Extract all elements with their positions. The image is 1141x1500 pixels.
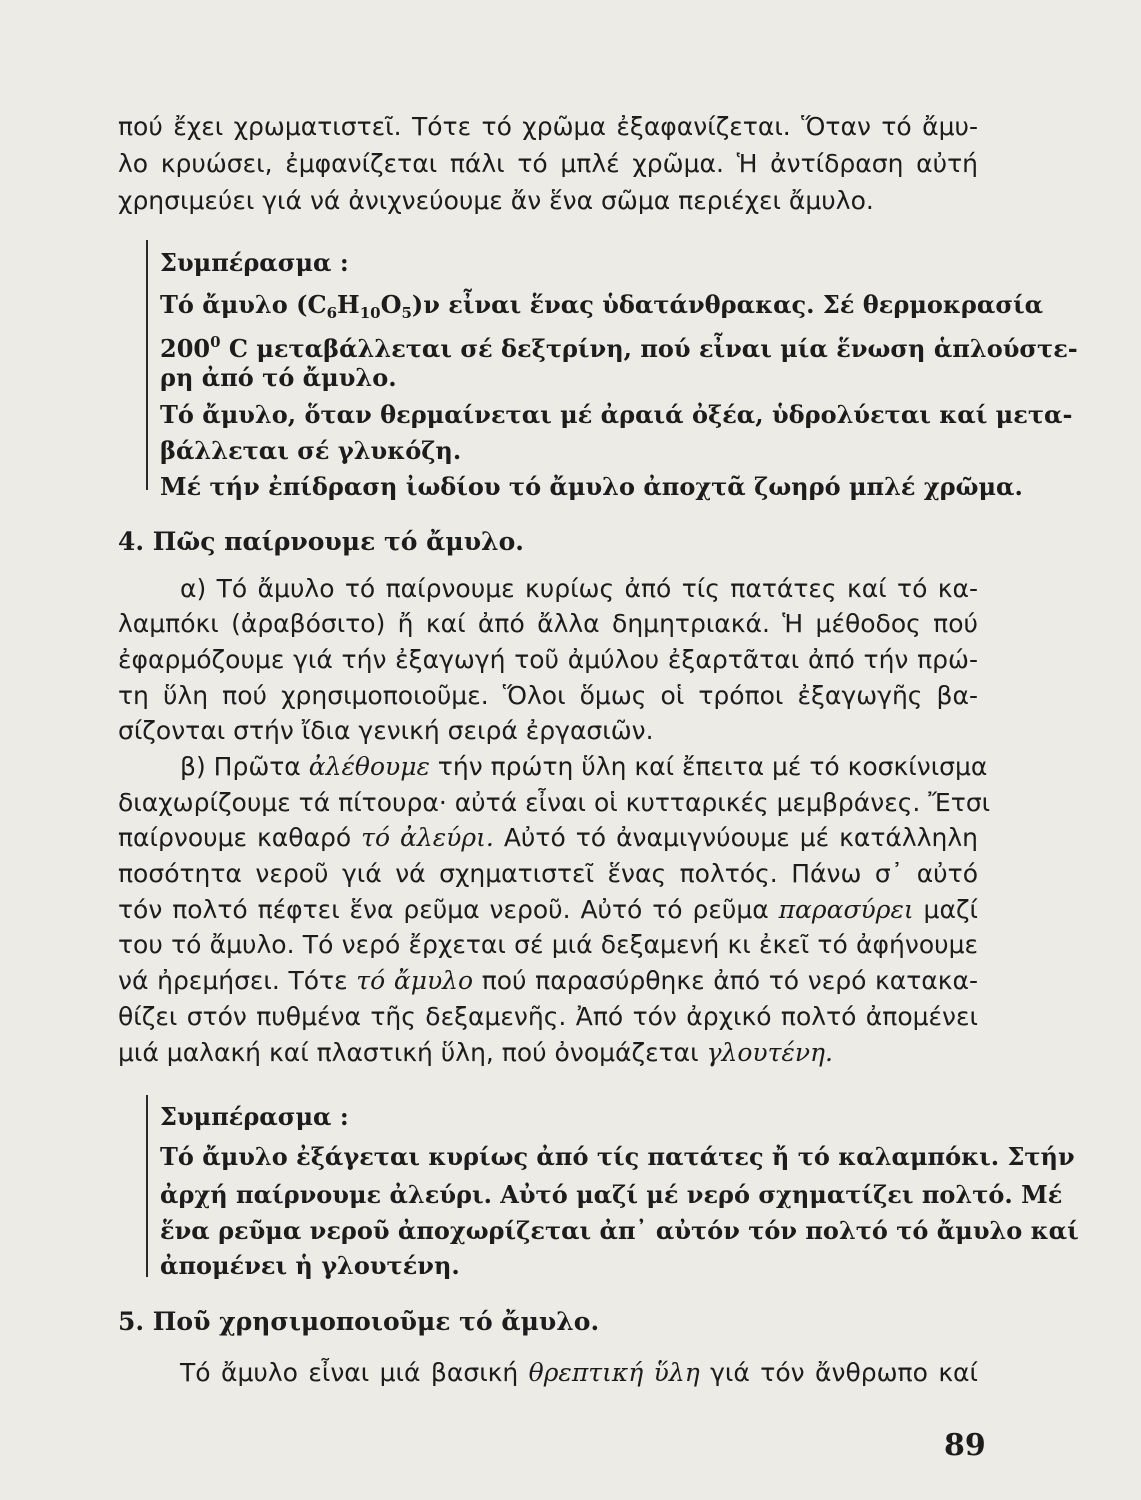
section-heading: 5. Ποῦ χρησιμοποιοῦμε τό ἄμυλο. [118,1307,600,1336]
conclusion-line: Μέ τήν ἐπίδραση ἰωδίου τό ἄμυλο ἀποχτᾶ ζωηρό μπλέ χρῶμα. [160,472,1023,501]
text-line: μιά μαλακή καί πλαστική ὕλη, πού ὀνομάζεται γλουτένη. [118,1038,833,1067]
conclusion-line: βάλλεται σέ γλυκόζη. [160,436,462,465]
conclusion-line: Τό ἄμυλο ἐξάγεται κυρίως ἀπό τίς πατάτες ἤ τό καλαμπόκι. Στήν [160,1142,1075,1171]
text-line: τόν πολτό πέφτει ἕνα ρεῦμα νεροῦ. Αὐτό τό ρεῦμα παρασύρει μαζί [118,895,979,924]
conclusion-label: Συμπέρασμα : [160,1102,349,1131]
page-number: 89 [944,1428,986,1463]
text-line: νά ἠρεμήσει. Τότε τό ἄμυλο πού παρασύρθηκε ἀπό τό νερό κατακα- [118,966,978,995]
conclusion-label: Συμπέρασμα : [160,248,349,277]
text-line: λαμπόκι (ἀραβόσιτο) ἤ καί ἀπό ἄλλα δημητριακά. Ἡ μέθοδος πού [118,609,978,638]
text-line: του τό ἄμυλο. Τό νερό ἔρχεται σέ μιά δεξαμενή κι ἐκεῖ τό ἀφήνουμε [118,930,978,959]
text-line: Τό ἄμυλο εἶναι μιά βασική θρεπτική ὕλη γιά τόν ἄνθρωπο καί [180,1358,978,1387]
section-heading: 4. Πῶς παίρνουμε τό ἄμυλο. [118,527,524,556]
text-line: σίζονται στήν ἴδια γενική σειρά ἐργασιῶν. [118,716,654,745]
conclusion-line: ἀρχή παίρνουμε ἀλεύρι. Αὐτό μαζί μέ νερό σχηματίζει πολτό. Μέ [160,1180,1063,1209]
conclusion-line: Τό ἄμυλο, ὅταν θερμαίνεται μέ ἀραιά ὀξέα, ὑδρολύεται καί μετα- [160,400,1073,429]
conclusion-line: ρη ἀπό τό ἄμυλο. [160,363,397,392]
text-line: τη ὕλη πού χρησιμοποιοῦμε. Ὅλοι ὅμως οἱ τρόποι ἐξαγωγῆς βα- [118,681,978,710]
text-line: πού ἔχει χρωματιστεῖ. Τότε τό χρῶμα ἐξαφανίζεται. Ὅταν τό ἄμυ- [118,112,978,141]
text-line: λο κρυώσει, ἐμφανίζεται πάλι τό μπλέ χρῶμα. Ἡ ἀντίδραση αὐτή [118,149,978,178]
conclusion-bar [146,240,148,490]
text-line: θίζει στόν πυθμένα τῆς δεξαμενῆς. Ἀπό τόν ἀρχικό πολτό ἀπομένει [118,1002,978,1031]
text-line: β) Πρῶτα ἀλέθουμε τήν πρώτη ὕλη καί ἔπειτα μέ τό κοσκίνισμα [180,752,988,781]
text-line: α) Τό ἄμυλο τό παίρνουμε κυρίως ἀπό τίς πατάτες καί τό κα- [180,574,978,603]
text-line: ἐφαρμόζουμε γιά τήν ἐξαγωγή τοῦ ἀμύλου ἐξαρτᾶται ἀπό τήν πρώ- [118,645,978,674]
text-line: ποσότητα νεροῦ γιά νά σχηματιστεῖ ἕνας πολτός. Πάνω σ᾽ αὐτό [118,859,978,888]
text-line: παίρνουμε καθαρό τό ἀλεύρι. Αὐτό τό ἀναμιγνύουμε μέ κατάλληλη [118,823,978,852]
text-line: διαχωρίζουμε τά πίτουρα· αὐτά εἶναι οἱ κυτταρικές μεμβράνες. Ἔτσι [118,788,991,817]
conclusion-line: ἀπομένει ἡ γλουτένη. [160,1251,460,1280]
conclusion-line: ἕνα ρεῦμα νεροῦ ἀποχωρίζεται ἀπ᾽ αὐτόν τόν πολτό τό ἄμυλο καί [160,1216,1079,1245]
conclusion-line: $200^0$ C μεταβάλλεται σέ δεξτρίνη, πού εἶναι μία ἕνωση ἁπλούστε- [160,333,1078,363]
text-line: χρησιμεύει γιά νά ἀνιχνεύουμε ἄν ἕνα σῶμα περιέχει ἄμυλο. [118,186,874,215]
conclusion-bar [146,1095,148,1277]
conclusion-line: Τό ἄμυλο $(C_6H_{10}O_5)\nu$ εἶναι ἕνας ὑδατάνθρακας. Σέ θερμοκρασία [160,290,1044,322]
